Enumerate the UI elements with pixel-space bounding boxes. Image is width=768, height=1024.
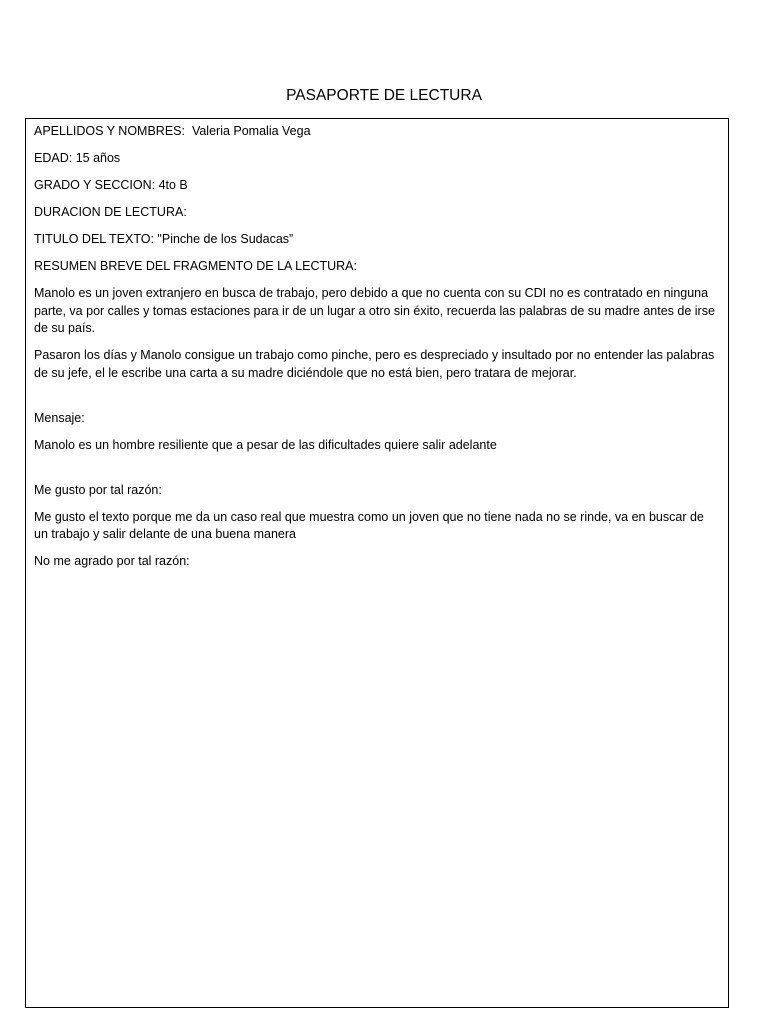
field-nombres (34, 123, 720, 141)
gusto-text: Me gusto el texto porque me da un caso real que muestra como un joven que no tiene nada no se rinde, va en buscar de un trabajo y salir delante de una buena manera (34, 509, 704, 541)
field-nombres-value: Valeria Pomalia Vega (191, 124, 311, 138)
no-gusto-heading: No me agrado por tal razón: (34, 554, 190, 568)
page-title: PASAPORTE DE LECTURA (286, 87, 482, 104)
mensaje-text: Manolo es un hombre resiliente que a pesar de las dificultades quiere salir adelante (34, 437, 497, 452)
gusto-heading: Me gusto por tal razón: (34, 482, 162, 497)
field-duracion-label: DURACION DE LECTURA: (34, 205, 187, 219)
resumen-paragraph-1: Manolo es un joven extranjero en busca de trabajo, pero debido a que no cuenta con su CDI no es contratado en ninguna parte, va por calles y tomas estaciones para ir de un lugar a otro sin éxito, recuerda las palabras de su madre antes de irse de su país. (34, 286, 715, 335)
resumen-paragraph-2: Pasaron los días y Manolo consigue un trabajo como pinche, pero es despreciado y insultado por no entender las palabras de su jefe, el le escribe una carta a su madre diciéndole que no está bien, pero tratara de mejorar. (34, 348, 715, 380)
field-titulo-value: "Pinche de los Sudacas” (157, 232, 294, 246)
spacer (34, 392, 720, 410)
field-edad-label: EDAD: (34, 151, 73, 165)
field-titulo (34, 231, 720, 249)
field-duracion (34, 204, 720, 222)
spacer (34, 464, 720, 482)
mensaje-heading: Mensaje: (34, 410, 85, 425)
field-grado (34, 177, 720, 195)
resumen-heading: RESUMEN BREVE DEL FRAGMENTO DE LA LECTURA: (34, 259, 357, 273)
field-edad-value: 15 años (75, 151, 121, 165)
reading-passport-form (25, 118, 729, 1008)
field-grado-label: GRADO Y SECCION: (34, 178, 156, 192)
field-grado-value: 4to B (158, 178, 188, 192)
field-nombres-label: APELLIDOS Y NOMBRES: (34, 124, 185, 138)
field-edad (34, 150, 720, 168)
field-titulo-label: TITULO DEL TEXTO: (34, 232, 154, 246)
